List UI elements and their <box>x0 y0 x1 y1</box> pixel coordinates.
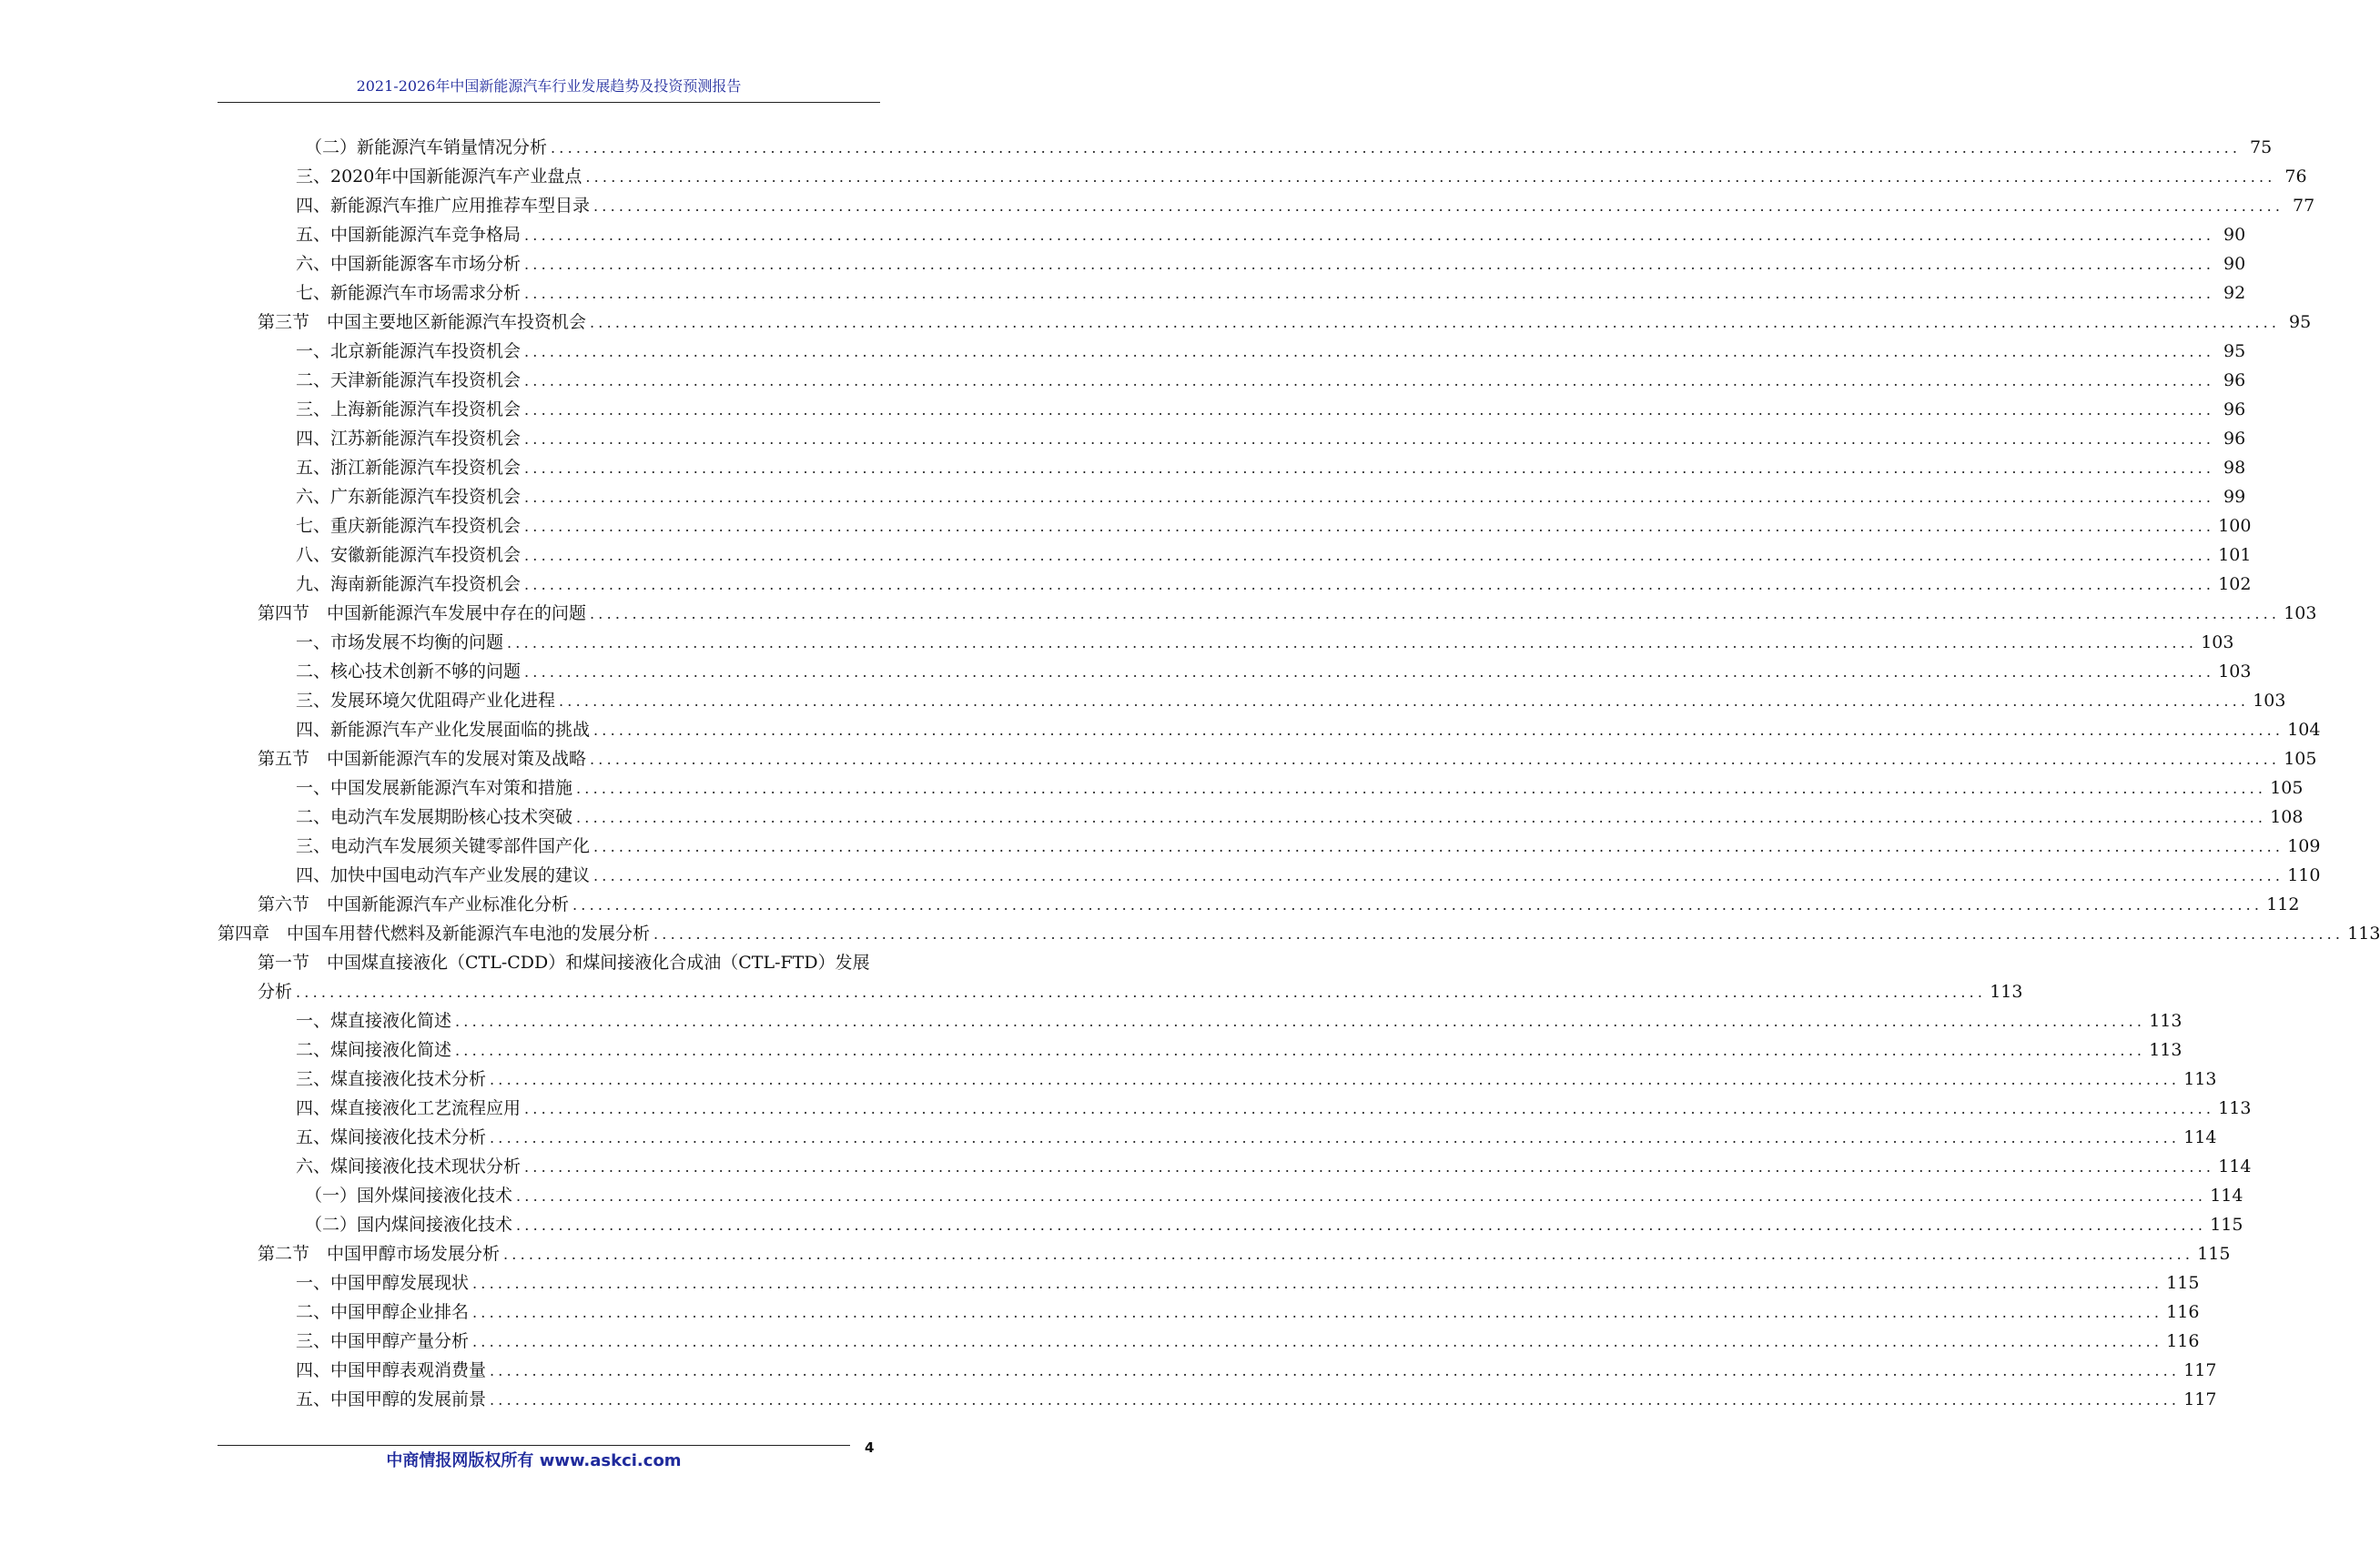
toc-entry-page: 114 <box>2183 1127 2217 1147</box>
toc-entry[interactable] <box>218 773 2304 803</box>
toc-entry-page: 114 <box>2210 1186 2243 1206</box>
dot-leader: ........................................................................................................................................................................................................ <box>524 285 2215 302</box>
toc-entry[interactable] <box>218 803 2304 832</box>
dot-leader: ........................................................................................................................................................................................................ <box>524 663 2215 681</box>
toc-entry-title-continuation: 分析 <box>258 982 293 1002</box>
toc-entry-title: 八、安徽新能源汽车投资机会 <box>296 545 522 565</box>
toc-entry-title: 二、核心技术创新不够的问题 <box>296 661 522 682</box>
dot-leader: ........................................................................................................................................................................................................ <box>524 518 2215 535</box>
dot-leader: ........................................................................................................................................................................................................ <box>653 925 2345 943</box>
toc-entry[interactable] <box>218 715 2321 744</box>
dot-leader: ........................................................................................................................................................................................................ <box>524 227 2215 244</box>
toc-entry-page: 103 <box>2253 691 2286 711</box>
dot-leader: ........................................................................................................................................................................................................ <box>472 1333 2163 1350</box>
toc-entry-continuation[interactable] <box>218 977 2023 1006</box>
toc-entry[interactable] <box>218 657 2252 686</box>
toc-entry[interactable] <box>218 1065 2217 1094</box>
toc-entry-page: 108 <box>2270 807 2304 827</box>
toc-entry[interactable] <box>218 1356 2217 1385</box>
toc-entry-title: 一、市场发展不均衡的问题 <box>296 632 504 652</box>
toc-entry[interactable] <box>218 832 2321 861</box>
toc-entry-page: 95 <box>2289 312 2312 332</box>
dot-leader: ........................................................................................................................................................................................................ <box>516 1187 2207 1205</box>
toc-entry-title: 一、煤直接液化简述 <box>296 1011 452 1031</box>
toc-entry[interactable] <box>218 1094 2252 1123</box>
toc-entry[interactable] <box>218 366 2246 395</box>
dot-leader: ........................................................................................................................................................................................................ <box>593 722 2284 739</box>
table-of-contents <box>218 133 2380 1414</box>
toc-entry[interactable] <box>218 1210 2243 1239</box>
running-header: 2021-2026年中国新能源汽车行业发展趋势及投资预测报告 <box>356 77 742 95</box>
toc-entry[interactable] <box>218 1152 2252 1181</box>
toc-entry-page: 105 <box>2284 749 2317 769</box>
toc-entry-page: 92 <box>2223 283 2246 303</box>
toc-entry-page: 109 <box>2287 836 2321 856</box>
toc-entry-title: 五、中国新能源汽车竞争格局 <box>296 225 522 245</box>
toc-entry-page: 95 <box>2223 341 2246 361</box>
toc-entry-title: 六、煤间接液化技术现状分析 <box>296 1156 522 1176</box>
dot-leader: ........................................................................................................................................................................................................ <box>593 867 2284 884</box>
toc-entry[interactable] <box>218 1268 2200 1298</box>
dot-leader: ........................................................................................................................................................................................................ <box>590 751 2281 768</box>
toc-entry-title: 六、广东新能源汽车投资机会 <box>296 487 522 507</box>
toc-entry-title: 五、浙江新能源汽车投资机会 <box>296 458 522 478</box>
dot-leader: ........................................................................................................................................................................................................ <box>559 692 2250 710</box>
toc-entry-title: 第四节 中国新能源汽车发展中存在的问题 <box>258 603 587 623</box>
toc-entry-title: 四、煤直接液化工艺流程应用 <box>296 1098 522 1118</box>
toc-entry[interactable] <box>218 1181 2243 1210</box>
toc-entry[interactable] <box>218 278 2246 308</box>
dot-leader: ........................................................................................................................................................................................................ <box>524 343 2215 360</box>
toc-entry[interactable] <box>218 249 2246 278</box>
toc-entry-page: 113 <box>2218 1098 2252 1118</box>
toc-entry[interactable] <box>218 1123 2217 1152</box>
toc-entry-page: 102 <box>2218 574 2252 594</box>
dot-leader: ........................................................................................................................................................................................................ <box>490 1362 2181 1379</box>
dot-leader: ........................................................................................................................................................................................................ <box>524 1158 2215 1176</box>
toc-entry[interactable] <box>218 424 2246 453</box>
dot-leader: ........................................................................................................................................................................................................ <box>296 984 1987 1001</box>
header-rule <box>218 102 880 103</box>
toc-entry[interactable] <box>218 1239 2231 1268</box>
toc-entry[interactable] <box>218 511 2252 540</box>
toc-entry-title: 四、中国甲醇表观消费量 <box>296 1360 487 1380</box>
toc-entry-page: 113 <box>2149 1040 2183 1060</box>
dot-leader: ........................................................................................................................................................................................................ <box>585 168 2276 186</box>
dot-leader: ........................................................................................................................................................................................................ <box>524 576 2215 593</box>
toc-entry-title: 一、中国发展新能源汽车对策和措施 <box>296 778 573 798</box>
dot-leader: ........................................................................................................................................................................................................ <box>490 1129 2181 1146</box>
toc-entry-page: 113 <box>2149 1011 2183 1031</box>
toc-entry[interactable] <box>218 948 880 977</box>
toc-entry-page: 116 <box>2166 1331 2200 1351</box>
toc-entry-title: 一、北京新能源汽车投资机会 <box>296 341 522 361</box>
toc-entry[interactable] <box>218 861 2321 890</box>
toc-entry-title: 九、海南新能源汽车投资机会 <box>296 574 522 594</box>
toc-entry[interactable] <box>218 1327 2200 1356</box>
dot-leader: ........................................................................................................................................................................................................ <box>516 1217 2207 1234</box>
toc-entry[interactable] <box>218 686 2286 715</box>
toc-entry-page: 99 <box>2223 487 2246 507</box>
footer-copyright: 中商情报网版权所有 www.askci.com <box>386 1451 682 1470</box>
toc-entry-page: 117 <box>2183 1360 2217 1380</box>
toc-entry[interactable] <box>218 1006 2183 1035</box>
dot-leader: ........................................................................................................................................................................................................ <box>490 1391 2181 1409</box>
dot-leader: ........................................................................................................................................................................................................ <box>524 372 2215 389</box>
toc-entry-page: 96 <box>2223 429 2246 449</box>
dot-leader: ........................................................................................................................................................................................................ <box>507 634 2198 651</box>
toc-entry-page: 103 <box>2218 661 2252 682</box>
toc-entry-page: 77 <box>2293 196 2315 216</box>
toc-entry-title: 三、电动汽车发展须关键零部件国产化 <box>296 836 591 856</box>
toc-entry-title: 三、发展环境欠优阻碍产业化进程 <box>296 691 556 711</box>
toc-entry-title: 一、中国甲醇发展现状 <box>296 1273 470 1293</box>
toc-entry-title: 二、煤间接液化简述 <box>296 1040 452 1060</box>
dot-leader: ........................................................................................................................................................................................................ <box>472 1304 2163 1321</box>
toc-entry-title: 七、重庆新能源汽车投资机会 <box>296 516 522 536</box>
dot-leader: ........................................................................................................................................................................................................ <box>572 896 2264 914</box>
dot-leader: ........................................................................................................................................................................................................ <box>524 256 2215 273</box>
toc-entry[interactable] <box>218 395 2246 424</box>
toc-entry[interactable] <box>218 453 2246 482</box>
toc-entry[interactable] <box>218 1035 2183 1065</box>
toc-entry-title: 三、中国甲醇产量分析 <box>296 1331 470 1351</box>
dot-leader: ........................................................................................................................................................................................................ <box>472 1275 2163 1292</box>
toc-entry-page: 75 <box>2250 137 2273 157</box>
toc-entry[interactable] <box>218 1298 2200 1327</box>
toc-entry-title: 二、中国甲醇企业排名 <box>296 1302 470 1322</box>
toc-entry-title: 五、中国甲醇的发展前景 <box>296 1389 487 1409</box>
toc-entry-title: 四、新能源汽车产业化发展面临的挑战 <box>296 720 591 740</box>
toc-entry[interactable] <box>218 599 2317 628</box>
toc-entry-title: 六、中国新能源客车市场分析 <box>296 254 522 274</box>
toc-entry[interactable] <box>218 133 2273 162</box>
toc-entry-page: 114 <box>2218 1156 2252 1176</box>
toc-entry-title: 四、新能源汽车推广应用推荐车型目录 <box>296 196 591 216</box>
toc-entry-page: 113 <box>1990 982 2023 1002</box>
toc-entry-page: 115 <box>2197 1244 2231 1264</box>
dot-leader: ........................................................................................................................................................................................................ <box>590 605 2281 622</box>
toc-entry-title: （二）国内煤间接液化技术 <box>305 1215 513 1235</box>
toc-entry[interactable] <box>218 919 2380 948</box>
toc-entry[interactable] <box>218 191 2315 220</box>
dot-leader: ........................................................................................................................................................................................................ <box>524 489 2215 506</box>
toc-entry-title: 二、电动汽车发展期盼核心技术突破 <box>296 807 573 827</box>
toc-entry[interactable] <box>218 744 2317 773</box>
toc-entry-title: 第二节 中国甲醇市场发展分析 <box>258 1244 501 1264</box>
toc-entry[interactable] <box>218 540 2252 570</box>
toc-entry-page: 98 <box>2223 458 2246 478</box>
dot-leader: ........................................................................................................................................................................................................ <box>551 139 2242 157</box>
toc-entry[interactable] <box>218 337 2246 366</box>
toc-entry-page: 115 <box>2210 1215 2243 1235</box>
toc-entry-title: 四、江苏新能源汽车投资机会 <box>296 429 522 449</box>
dot-leader: ........................................................................................................................................................................................................ <box>524 459 2215 477</box>
dot-leader: ........................................................................................................................................................................................................ <box>524 430 2215 448</box>
toc-entry-page: 76 <box>2284 167 2307 187</box>
toc-entry-title: 第四章 中国车用替代燃料及新能源汽车电池的发展分析 <box>218 924 651 944</box>
toc-entry-title: 五、煤间接液化技术分析 <box>296 1127 487 1147</box>
toc-entry-page: 96 <box>2223 370 2246 390</box>
toc-entry-page: 96 <box>2223 399 2246 419</box>
toc-entry-title: （二）新能源汽车销量情况分析 <box>305 137 548 157</box>
toc-entry-title: 三、2020年中国新能源汽车产业盘点 <box>296 167 582 187</box>
toc-entry[interactable] <box>218 308 2312 337</box>
dot-leader: ........................................................................................................................................................................................................ <box>593 838 2284 855</box>
toc-entry-page: 112 <box>2266 894 2300 914</box>
dot-leader: ........................................................................................................................................................................................................ <box>576 780 2267 797</box>
toc-entry-title: 第一节 中国煤直接液化（CTL-CDD）和煤间接液化合成油（CTL-FTD）发展 <box>258 953 870 973</box>
dot-leader: ........................................................................................................................................................................................................ <box>455 1042 2146 1059</box>
toc-entry-page: 115 <box>2166 1273 2200 1293</box>
dot-leader: ........................................................................................................................................................................................................ <box>590 314 2281 331</box>
toc-entry-title: 三、煤直接液化技术分析 <box>296 1069 487 1089</box>
dot-leader: ........................................................................................................................................................................................................ <box>503 1246 2194 1263</box>
toc-entry-title: 四、加快中国电动汽车产业发展的建议 <box>296 865 591 885</box>
toc-entry[interactable] <box>218 1385 2217 1414</box>
toc-entry-title: 第五节 中国新能源汽车的发展对策及战略 <box>258 749 587 769</box>
toc-entry-title: 第三节 中国主要地区新能源汽车投资机会 <box>258 312 587 332</box>
dot-leader: ........................................................................................................................................................................................................ <box>524 547 2215 564</box>
dot-leader: ........................................................................................................................................................................................................ <box>524 1100 2215 1117</box>
toc-entry-title: 七、新能源汽车市场需求分析 <box>296 283 522 303</box>
toc-entry-page: 116 <box>2166 1302 2200 1322</box>
toc-entry-page: 101 <box>2218 545 2252 565</box>
dot-leader: ........................................................................................................................................................................................................ <box>490 1071 2181 1088</box>
toc-entry-page: 113 <box>2183 1069 2217 1089</box>
dot-leader: ........................................................................................................................................................................................................ <box>455 1013 2146 1030</box>
toc-entry-page: 113 <box>2347 924 2380 944</box>
toc-entry[interactable] <box>218 162 2307 191</box>
toc-entry-page: 103 <box>2201 632 2234 652</box>
toc-entry-page: 90 <box>2223 225 2246 245</box>
toc-entry[interactable] <box>218 570 2252 599</box>
dot-leader: ........................................................................................................................................................................................................ <box>524 401 2215 419</box>
toc-entry-page: 100 <box>2218 516 2252 536</box>
toc-entry-title: 三、上海新能源汽车投资机会 <box>296 399 522 419</box>
toc-entry[interactable] <box>218 890 2300 919</box>
toc-entry-title: 二、天津新能源汽车投资机会 <box>296 370 522 390</box>
toc-entry-page: 103 <box>2284 603 2317 623</box>
toc-entry[interactable] <box>218 482 2246 511</box>
toc-entry-page: 105 <box>2270 778 2304 798</box>
toc-entry-page: 110 <box>2287 865 2321 885</box>
page-number: 4 <box>865 1439 875 1456</box>
toc-entry[interactable] <box>218 220 2246 249</box>
toc-entry-page: 104 <box>2287 720 2321 740</box>
toc-entry[interactable] <box>218 628 2234 657</box>
footer-rule <box>218 1445 850 1446</box>
toc-entry-page: 117 <box>2183 1389 2217 1409</box>
toc-entry-title: 第六节 中国新能源汽车产业标准化分析 <box>258 894 570 914</box>
toc-entry-page: 90 <box>2223 254 2246 274</box>
toc-entry-title: （一）国外煤间接液化技术 <box>305 1186 513 1206</box>
dot-leader: ........................................................................................................................................................................................................ <box>593 197 2284 215</box>
dot-leader: ........................................................................................................................................................................................................ <box>576 809 2267 826</box>
